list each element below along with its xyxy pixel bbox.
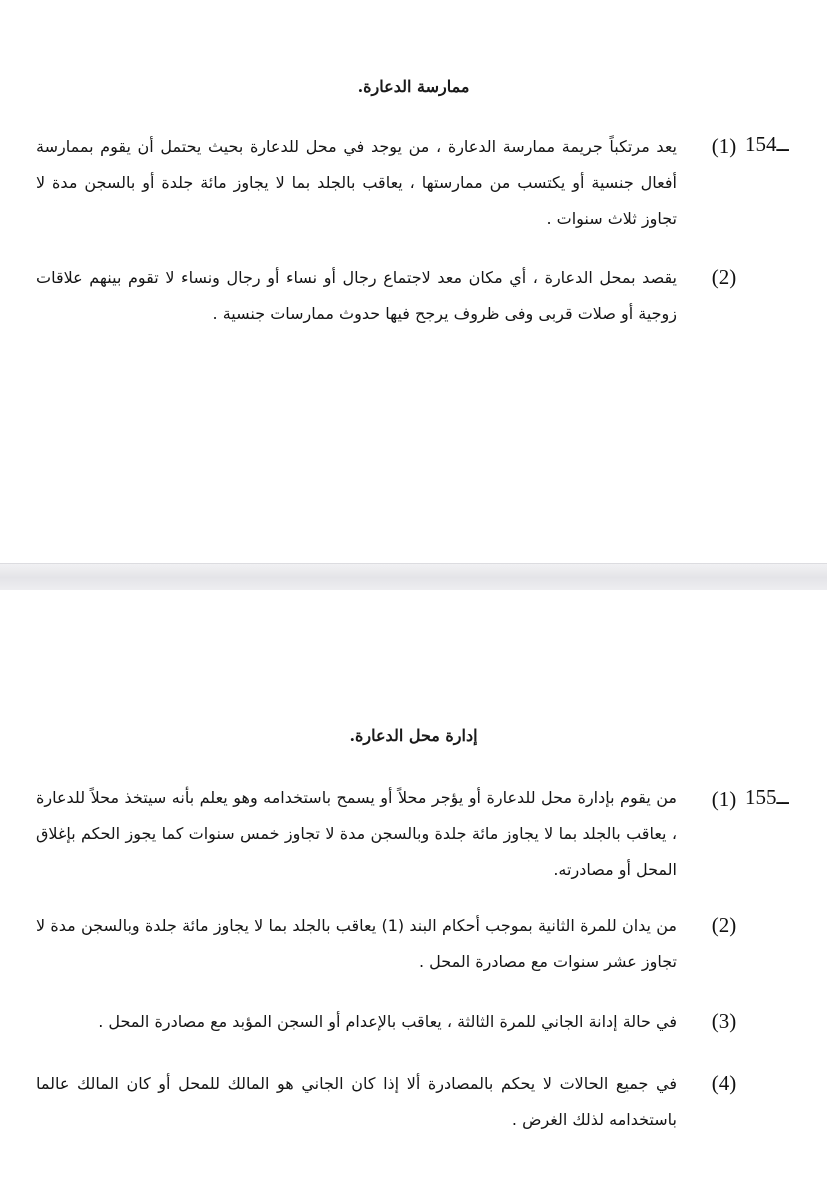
page-separator bbox=[0, 563, 827, 592]
document-page-2 bbox=[0, 590, 827, 1200]
clause-number: (1) bbox=[711, 134, 737, 158]
clause-number: (1) bbox=[711, 787, 737, 811]
clause-number: (4) bbox=[711, 1071, 737, 1095]
section-heading-practicing-prostitution: ممارسة الدعارة. bbox=[357, 77, 470, 96]
clause-text: في جميع الحالات لا يحكم بالمصادرة ألا إذا كان الجاني هو المالك للمحل أو كان المالك عالما باستخدامه لذلك الغرض . bbox=[36, 1074, 677, 1129]
article-number-155: 155ــ bbox=[745, 785, 789, 809]
article-number-154: 154ــ bbox=[745, 132, 789, 156]
clause-number: (3) bbox=[711, 1009, 737, 1033]
section-heading-managing-brothel: إدارة محل الدعارة. bbox=[349, 726, 478, 745]
clause-text: من يدان للمرة الثانية بموجب أحكام البند (1) يعاقب بالجلد بما لا يجاوز مائة جلدة وبالسجن مدة لا تجاوز عشر سنوات مع مصادرة المحل . bbox=[36, 916, 677, 971]
document-page-1 bbox=[0, 0, 827, 563]
clause-number: (2) bbox=[711, 913, 737, 937]
clause-text: يعد مرتكباً جريمة ممارسة الدعارة ، من يوجد في محل للدعارة بحيث يحتمل أن يقوم بممارسة أفعال جنسية أو يكتسب من ممارستها ، يعاقب بالجلد بما لا يجاوز مائة جلدة أو بالسجن مدة لا تجاوز ثلاث سنوات . bbox=[36, 137, 677, 228]
clause-text: من يقوم بإدارة محل للدعارة أو يؤجر محلاً أو يسمح باستخدامه وهو يعلم بأنه سيتخذ محلاً للدعارة ، يعاقب بالجلد بما لا يجاوز مائة جلدة وبالسجن مدة لا تجاوز خمس سنوات كما يجوز الحكم بإغلاق المحل أو مصادرته. bbox=[36, 788, 677, 879]
clause-text: يقصد بمحل الدعارة ، أي مكان معد لاجتماع رجال أو نساء أو رجال ونساء لا تقوم بينهم علاقات زوجية أو صلات قربى وفى ظروف يرجح فيها حدوث ممارسات جنسية . bbox=[36, 268, 677, 323]
clause-text: في حالة إدانة الجاني للمرة الثالثة ، يعاقب بالإعدام أو السجن المؤبد مع مصادرة المحل . bbox=[98, 1012, 677, 1031]
clause-number: (2) bbox=[711, 265, 737, 289]
